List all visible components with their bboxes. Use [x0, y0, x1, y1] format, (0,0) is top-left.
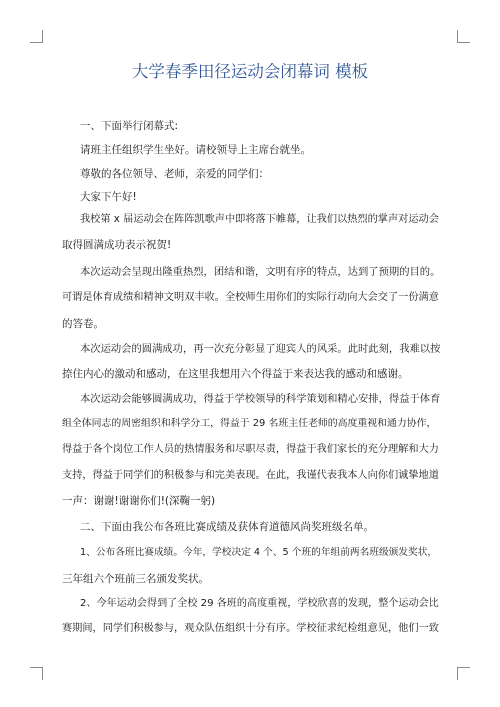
- paragraph-line: 赛期间，同学们积极参与，观众队伍组织十分有序。学校征求纪检组意见，他们一致: [62, 623, 439, 634]
- corner-mark-bottom-left: [30, 667, 43, 680]
- paragraph-line: 取得圆满成功表示祝贺!: [62, 239, 172, 251]
- paragraph-line: 一声：谢谢!谢谢你们!(深鞠一躬): [62, 495, 216, 507]
- paragraph-line: 尊敬的各位领导、老师，亲爱的同学们：: [80, 168, 269, 180]
- document-title: 大学春季田径运动会闭幕词 模板: [131, 62, 369, 81]
- paragraph-line: 请班主任组织学生坐好。请校领导上主席台就坐。: [80, 144, 311, 156]
- paragraph-line: 组全体同志的周密组织和科学分工，得益于 29 名班主任老师的高度重视和通力协作，: [62, 418, 437, 429]
- paragraph-line: 二、下面由我公布各班比赛成绩及获体育道德风尚奖班级名单。: [80, 521, 374, 533]
- paragraph-line: 本次运动会的圆满成功，再一次充分彰显了迎宾人的风采。此时此刻，我难以按: [80, 343, 441, 355]
- paragraph-line: 1、公布各班比赛成绩。今年，学校决定 4 个、5 个班的年组前两名班级颁发奖状，: [80, 547, 438, 558]
- paragraph-line: 的答卷。: [62, 318, 104, 330]
- paragraph-line: 本次运动会能够圆满成功，得益于学校领导的科学策划和精心安排，得益于体育: [80, 393, 441, 405]
- paragraph-line: 本次运动会呈现出隆重热烈，团结和谐，文明有序的特点，达到了预期的目的。: [80, 266, 441, 278]
- corner-mark-top-right: [457, 30, 470, 43]
- paragraph-line: 捺住内心的激动和感动，在这里我想用六个得益于来表达我的感动和感谢。: [62, 368, 409, 380]
- corner-mark-top-left: [30, 30, 43, 43]
- paragraph-line: 可谓是体育成绩和精神文明双丰收。全校师生用你们的实际行动向大会交了一份满意: [62, 292, 439, 303]
- paragraph-line: 大家下午好!: [80, 191, 137, 203]
- paragraph-line: 支持，得益于同学们的积极参与和完美表现。在此，我谨代表我本人向你们诚挚地道: [62, 470, 439, 481]
- corner-mark-bottom-right: [457, 667, 470, 680]
- paragraph-line: 三年组六个班前三名颁发奖状。: [62, 573, 209, 585]
- paragraph-line: 得益于各个岗位工作人员的热情服务和尽职尽责，得益于我们家长的充分理解和大力: [62, 444, 439, 455]
- paragraph-line: 我校第 x 届运动会在阵阵凯歌声中即将落下帷幕，让我们以热烈的掌声对运动会: [80, 214, 439, 225]
- paragraph-line: 一、下面举行闭幕式:: [80, 120, 179, 132]
- paragraph-line: 2、今年运动会得到了全校 29 各班的高度重视，学校欣喜的发现，整个运动会比: [80, 598, 439, 609]
